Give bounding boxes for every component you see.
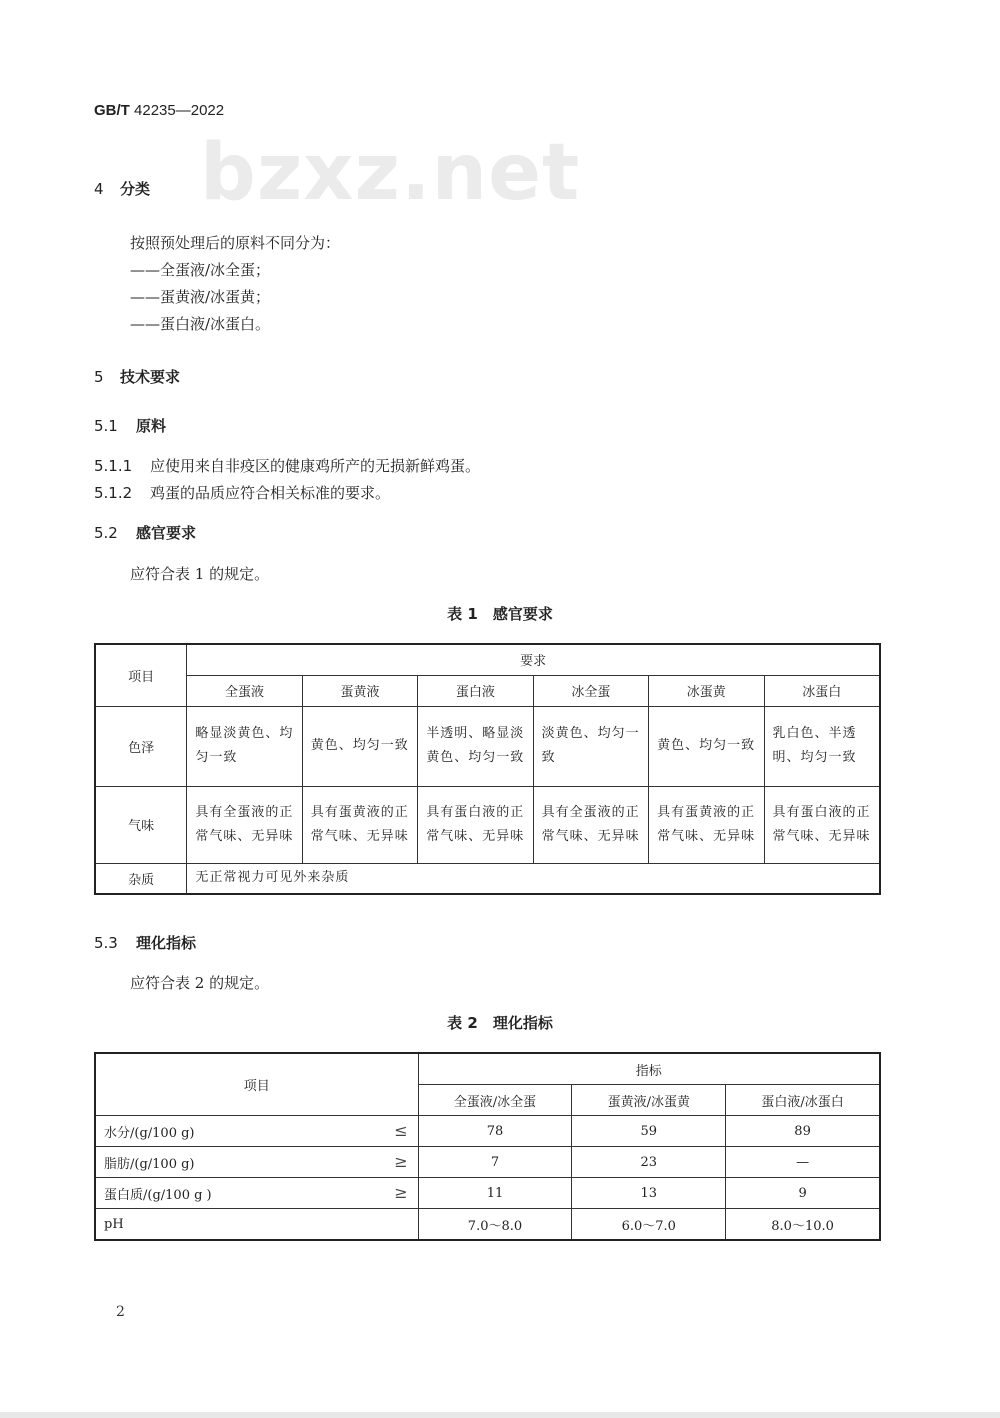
- section-5-heading: [94, 366, 180, 387]
- table-row: [95, 1209, 880, 1241]
- table-column-header: 蛋黄液: [302, 675, 417, 706]
- clause-text: 鸡蛋的品质应符合相关标准的要求。: [150, 484, 391, 502]
- table-cell: 59: [572, 1116, 726, 1147]
- row-label: 色泽: [95, 706, 187, 786]
- table-header-item: 项目: [95, 644, 187, 706]
- table-cell: 7.0～8.0: [418, 1209, 572, 1241]
- comparison-symbol: ≤: [394, 1121, 408, 1140]
- row-label-text: 蛋白质/(g/100 g ): [104, 1187, 212, 1203]
- section-number: 5.1: [94, 417, 118, 435]
- row-label: 气味: [95, 786, 187, 863]
- list-item: ——蛋黄液/冰蛋黄；: [130, 288, 271, 306]
- section-title: 分类: [120, 180, 151, 198]
- table-2-caption: 表 2 理化指标: [447, 1014, 553, 1032]
- table-cell: 23: [572, 1147, 726, 1178]
- table-cell: 黄色、均匀一致: [302, 706, 417, 786]
- table-cell: 78: [418, 1116, 572, 1147]
- table-cell: 黄色、均匀一致: [649, 706, 764, 786]
- section-number: 5.2: [94, 524, 118, 542]
- row-label: [95, 1116, 418, 1147]
- table-cell: 11: [418, 1178, 572, 1209]
- standard-number: [94, 102, 224, 119]
- table-row: [95, 786, 880, 863]
- table-cell: 淡黄色、均匀一致: [533, 706, 648, 786]
- section-number: 5.3: [94, 934, 118, 952]
- section-5-3-text: 应符合表 2 的规定。: [130, 974, 270, 992]
- table-cell: 89: [726, 1116, 880, 1147]
- table-column-header: 蛋黄液/冰蛋黄: [572, 1085, 726, 1116]
- table-2-physicochemical: [94, 1052, 881, 1241]
- list-item: ——蛋白液/冰蛋白。: [130, 315, 271, 333]
- table-1-caption: 表 1 感官要求: [447, 605, 553, 623]
- row-label: [95, 1178, 418, 1209]
- section-number: 4: [94, 180, 104, 198]
- watermark-logo: bzxz.net: [200, 128, 581, 218]
- section-4-heading: [94, 178, 150, 199]
- section-title: 感官要求: [136, 524, 197, 542]
- section-5-3-heading: [94, 932, 196, 953]
- table-row: [95, 706, 880, 786]
- table-column-header: 冰全蛋: [533, 675, 648, 706]
- comparison-symbol: ≥: [394, 1183, 408, 1202]
- table-row: [95, 863, 880, 894]
- section-title: 技术要求: [120, 368, 181, 386]
- section-4-intro: 按照预处理后的原料不同分为：: [130, 234, 341, 252]
- table-cell: 7: [418, 1147, 572, 1178]
- table-cell: 略显淡黄色、均匀一致: [187, 706, 302, 786]
- clause-number: 5.1.1: [94, 457, 133, 475]
- table-column-header: 全蛋液: [187, 675, 302, 706]
- table-header-group: 要求: [187, 644, 880, 675]
- table-cell: 半透明、略显淡黄色、均匀一致: [418, 706, 533, 786]
- standard-prefix: GB/T: [94, 102, 130, 119]
- table-cell: 13: [572, 1178, 726, 1209]
- section-number: 5: [94, 368, 104, 386]
- table-cell: 具有全蛋液的正常气味、无异味: [187, 786, 302, 863]
- clause-number: 5.1.2: [94, 484, 133, 502]
- list-item: ——全蛋液/冰全蛋；: [130, 261, 271, 279]
- clause-5-1-1: [94, 455, 480, 476]
- page-bottom-edge: [0, 1412, 1000, 1418]
- standard-code: 42235—2022: [134, 102, 225, 119]
- row-label: [95, 1147, 418, 1178]
- clause-text: 应使用来自非疫区的健康鸡所产的无损新鲜鸡蛋。: [150, 457, 481, 475]
- table-cell: 8.0～10.0: [726, 1209, 880, 1241]
- table-column-header: 冰蛋白: [764, 675, 880, 706]
- row-label: 杂质: [95, 863, 187, 894]
- table-cell: 具有蛋黄液的正常气味、无异味: [649, 786, 764, 863]
- table-1-sensory: [94, 643, 881, 895]
- table-cell: 6.0～7.0: [572, 1209, 726, 1241]
- table-row: [95, 1116, 880, 1147]
- row-label-text: 脂肪/(g/100 g): [104, 1156, 195, 1172]
- table-header-item: 项目: [95, 1053, 418, 1116]
- section-title: 理化指标: [136, 934, 197, 952]
- section-5-1-heading: [94, 415, 166, 436]
- table-column-header: 冰蛋黄: [649, 675, 764, 706]
- table-cell-merged: 无正常视力可见外来杂质: [187, 863, 880, 894]
- table-row: [95, 1147, 880, 1178]
- table-cell: 具有蛋白液的正常气味、无异味: [764, 786, 880, 863]
- row-label: [95, 1209, 418, 1241]
- row-label-text: 水分/(g/100 g): [104, 1125, 195, 1141]
- table-column-header: 蛋白液: [418, 675, 533, 706]
- table-cell: 具有蛋白液的正常气味、无异味: [418, 786, 533, 863]
- table-column-header: 蛋白液/冰蛋白: [726, 1085, 880, 1116]
- table-row: [95, 1178, 880, 1209]
- row-label-text: pH: [104, 1216, 124, 1232]
- table-cell: —: [726, 1147, 880, 1178]
- section-5-2-heading: [94, 522, 196, 543]
- page-number: 2: [116, 1304, 125, 1320]
- table-cell: 9: [726, 1178, 880, 1209]
- table-cell: 具有全蛋液的正常气味、无异味: [533, 786, 648, 863]
- table-cell: 具有蛋黄液的正常气味、无异味: [302, 786, 417, 863]
- table-column-header: 全蛋液/冰全蛋: [418, 1085, 572, 1116]
- table-header-group: 指标: [418, 1053, 880, 1085]
- comparison-symbol: ≥: [394, 1152, 408, 1171]
- clause-5-1-2: [94, 482, 390, 503]
- section-5-2-text: 应符合表 1 的规定。: [130, 565, 270, 583]
- section-title: 原料: [136, 417, 167, 435]
- table-cell: 乳白色、半透明、均匀一致: [764, 706, 880, 786]
